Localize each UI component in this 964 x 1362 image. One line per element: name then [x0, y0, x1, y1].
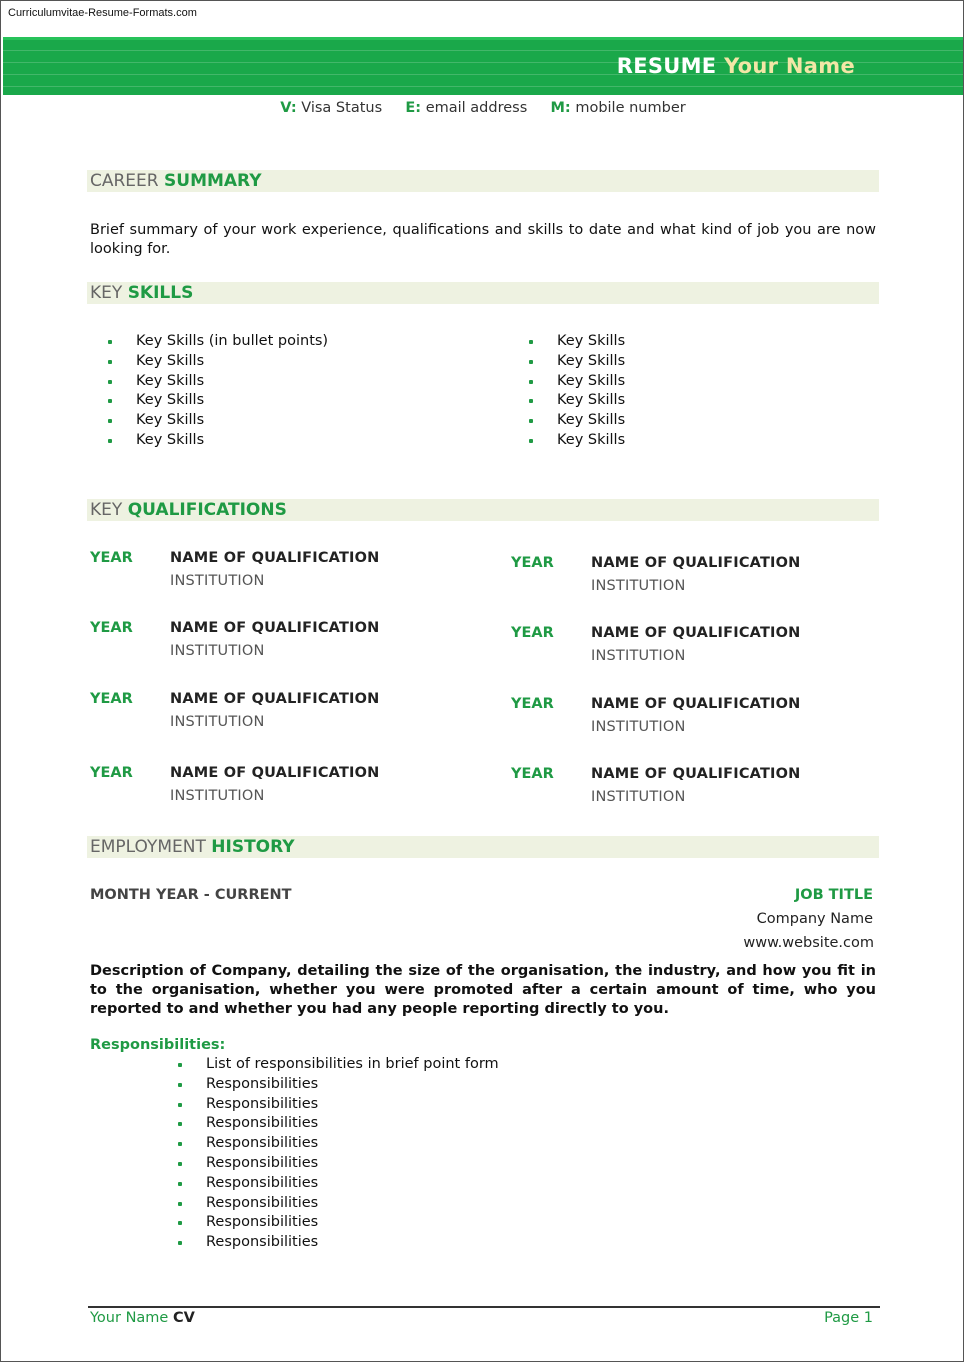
email-value: email address — [425, 100, 528, 116]
mobile-label: M: — [550, 100, 571, 116]
list-item: List of responsibilities in brief point form — [206, 1055, 499, 1075]
list-item: Key Skills — [557, 431, 625, 451]
qualification-year: YEAR — [90, 765, 133, 781]
qualification-year: YEAR — [90, 691, 133, 707]
list-item: Key Skills (in bullet points) — [136, 332, 328, 352]
qualification-name: NAME OF QUALIFICATION — [591, 625, 801, 641]
heading-word: KEY — [90, 500, 123, 520]
qualification-year: YEAR — [511, 625, 554, 641]
qualification-year: YEAR — [90, 550, 133, 566]
list-item: Responsibilities — [206, 1233, 499, 1253]
your-name: Your Name — [724, 54, 855, 78]
list-item: Key Skills — [136, 352, 328, 372]
list-item: Responsibilities — [206, 1174, 499, 1194]
qualification-name: NAME OF QUALIFICATION — [591, 696, 801, 712]
list-item: Responsibilities — [206, 1114, 499, 1134]
list-item: Key Skills — [557, 372, 625, 392]
employment-history-heading — [87, 836, 879, 858]
qualification-entry — [511, 766, 891, 816]
footer-cv: CV — [172, 1310, 195, 1326]
list-item: Key Skills — [557, 352, 625, 372]
qualification-entry — [90, 765, 470, 815]
resume-title — [617, 54, 855, 78]
qualification-institution: INSTITUTION — [170, 714, 265, 730]
responsibilities-label: Responsibilities: — [90, 1037, 226, 1053]
heading-word: CAREER — [90, 171, 159, 191]
qualification-institution: INSTITUTION — [170, 643, 265, 659]
list-item: Responsibilities — [206, 1194, 499, 1214]
heading-word: EMPLOYMENT — [90, 837, 206, 857]
resume-word: RESUME — [616, 54, 717, 78]
key-skills-right-list — [557, 332, 625, 451]
footer-your-name: Your Name — [90, 1310, 169, 1326]
job-title: JOB TITLE — [794, 887, 873, 903]
qualification-entry — [511, 625, 891, 675]
qualification-name: NAME OF QUALIFICATION — [170, 765, 380, 781]
key-skills-heading — [87, 282, 879, 304]
footer-divider — [88, 1306, 880, 1308]
header-banner — [3, 37, 963, 95]
key-skills-left-list — [136, 332, 328, 451]
qualification-institution: INSTITUTION — [591, 578, 686, 594]
qualification-institution: INSTITUTION — [591, 719, 686, 735]
list-item: Responsibilities — [206, 1134, 499, 1154]
heading-word: KEY — [90, 283, 123, 303]
responsibilities-list — [206, 1055, 499, 1253]
heading-word: HISTORY — [211, 837, 295, 857]
company-description: Description of Company, detailing the size of the organisation, the industry, and how you fit in to the organisation, whether you were promoted after a certain amount of time, who you reported to and whether you had any people reporting directly to you. — [90, 963, 876, 1017]
career-summary-text: Brief summary of your work experience, qualifications and skills to date and what kind of job you are now looking for. — [90, 222, 876, 257]
qualification-entry — [90, 550, 470, 600]
company-name: Company Name — [756, 911, 873, 927]
list-item: Responsibilities — [206, 1095, 499, 1115]
footer-name — [90, 1310, 195, 1326]
company-website: www.website.com — [743, 935, 874, 951]
heading-word: SUMMARY — [164, 171, 262, 191]
qualification-year: YEAR — [511, 696, 554, 712]
heading-word: QUALIFICATIONS — [127, 500, 287, 520]
qualification-year: YEAR — [511, 766, 554, 782]
qualification-entry — [90, 691, 470, 741]
qualification-entry — [511, 696, 891, 746]
list-item: Key Skills — [557, 332, 625, 352]
mobile-value: mobile number — [575, 100, 686, 116]
qualification-name: NAME OF QUALIFICATION — [170, 691, 380, 707]
qualification-institution: INSTITUTION — [591, 648, 686, 664]
qualification-institution: INSTITUTION — [170, 573, 265, 589]
qualification-institution: INSTITUTION — [591, 789, 686, 805]
list-item: Key Skills — [136, 411, 328, 431]
heading-word: SKILLS — [127, 283, 194, 303]
qualification-year: YEAR — [90, 620, 133, 636]
email-label: E: — [405, 100, 422, 116]
list-item: Key Skills — [136, 372, 328, 392]
list-item: Key Skills — [136, 431, 328, 451]
list-item: Key Skills — [557, 411, 625, 431]
page-number: Page 1 — [824, 1310, 873, 1326]
qualification-name: NAME OF QUALIFICATION — [170, 620, 380, 636]
list-item: Responsibilities — [206, 1075, 499, 1095]
qualification-name: NAME OF QUALIFICATION — [170, 550, 380, 566]
employment-date-range: MONTH YEAR - CURRENT — [90, 887, 292, 903]
visa-value: Visa Status — [301, 100, 383, 116]
qualification-entry — [511, 555, 891, 605]
list-item: Key Skills — [136, 391, 328, 411]
watermark-text: Curriculumvitae-Resume-Formats.com — [8, 7, 197, 19]
contact-line — [1, 100, 964, 116]
visa-label: V: — [280, 100, 297, 116]
qualification-name: NAME OF QUALIFICATION — [591, 766, 801, 782]
career-summary-heading — [87, 170, 879, 192]
list-item: Responsibilities — [206, 1154, 499, 1174]
qualification-entry — [90, 620, 470, 670]
qualification-institution: INSTITUTION — [170, 788, 265, 804]
qualification-year: YEAR — [511, 555, 554, 571]
key-qualifications-heading — [87, 499, 879, 521]
qualification-name: NAME OF QUALIFICATION — [591, 555, 801, 571]
list-item: Responsibilities — [206, 1213, 499, 1233]
list-item: Key Skills — [557, 391, 625, 411]
